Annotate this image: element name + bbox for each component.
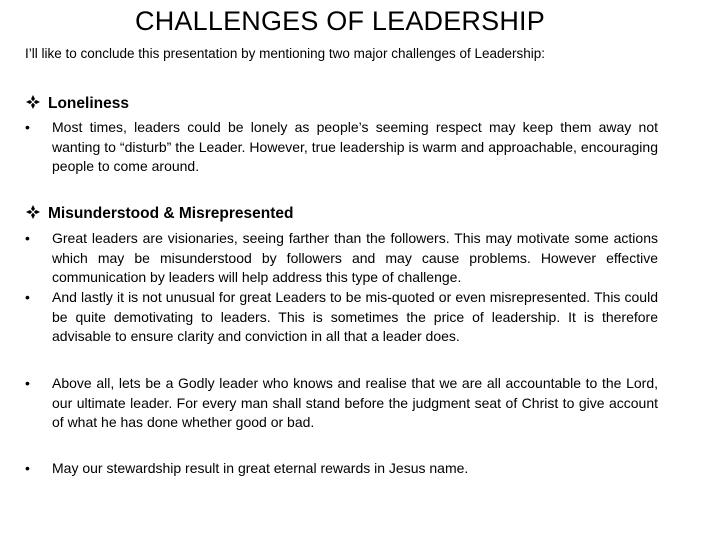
section-heading-loneliness: [26, 94, 129, 114]
bullet-text: Most times, leaders could be lonely as people’s seeming respect may keep them away not wanting to “disturb” the Leader. However, true leadership is warm and approachable, encouraging people to come around.: [52, 119, 658, 174]
intro-text: I’ll like to conclude this presentation by mentioning two major challenges of Leadership:: [25, 46, 546, 61]
section-heading-misunderstood: [26, 204, 293, 224]
section-heading-label: Loneliness: [48, 95, 129, 112]
diamond-bullet-icon: [26, 205, 40, 219]
bullet-marker: •: [25, 460, 30, 476]
bullet-text: And lastly it is not unusual for great Leaders to be mis-quoted or even misrepresented. This could be quite demotivating to leaders. This is sometimes the price of leadership. It is therefore advisable to ensure clarity and conviction in all that a leader does.: [52, 289, 658, 344]
bullet-text: May our stewardship result in great eternal rewards in Jesus name.: [52, 460, 469, 476]
diamond-bullet-icon: [26, 95, 40, 109]
bullet-text: Above all, lets be a Godly leader who knows and realise that we are all accountable to the Lord, our ultimate leader. For every man shall stand before the judgment seat of Christ to give account of what he has done whether good or bad.: [52, 375, 658, 430]
section-heading-label: Misunderstood & Misrepresented: [48, 205, 294, 222]
list-item: [25, 118, 658, 177]
bullet-marker: •: [25, 119, 30, 135]
list-item: [25, 374, 658, 433]
bullet-marker: •: [25, 375, 30, 391]
list-item: [25, 459, 658, 479]
list-item: [25, 229, 658, 288]
bullet-marker: •: [25, 289, 30, 305]
bullet-marker: •: [25, 230, 30, 246]
bullet-text: Great leaders are visionaries, seeing farther than the followers. This may motivate some actions which may be misunderstood by followers and may cause problems. However effective communication by leaders will help address this type of challenge.: [52, 230, 658, 285]
slide-title: CHALLENGES OF LEADERSHIP: [135, 6, 545, 36]
list-item: [25, 288, 658, 347]
